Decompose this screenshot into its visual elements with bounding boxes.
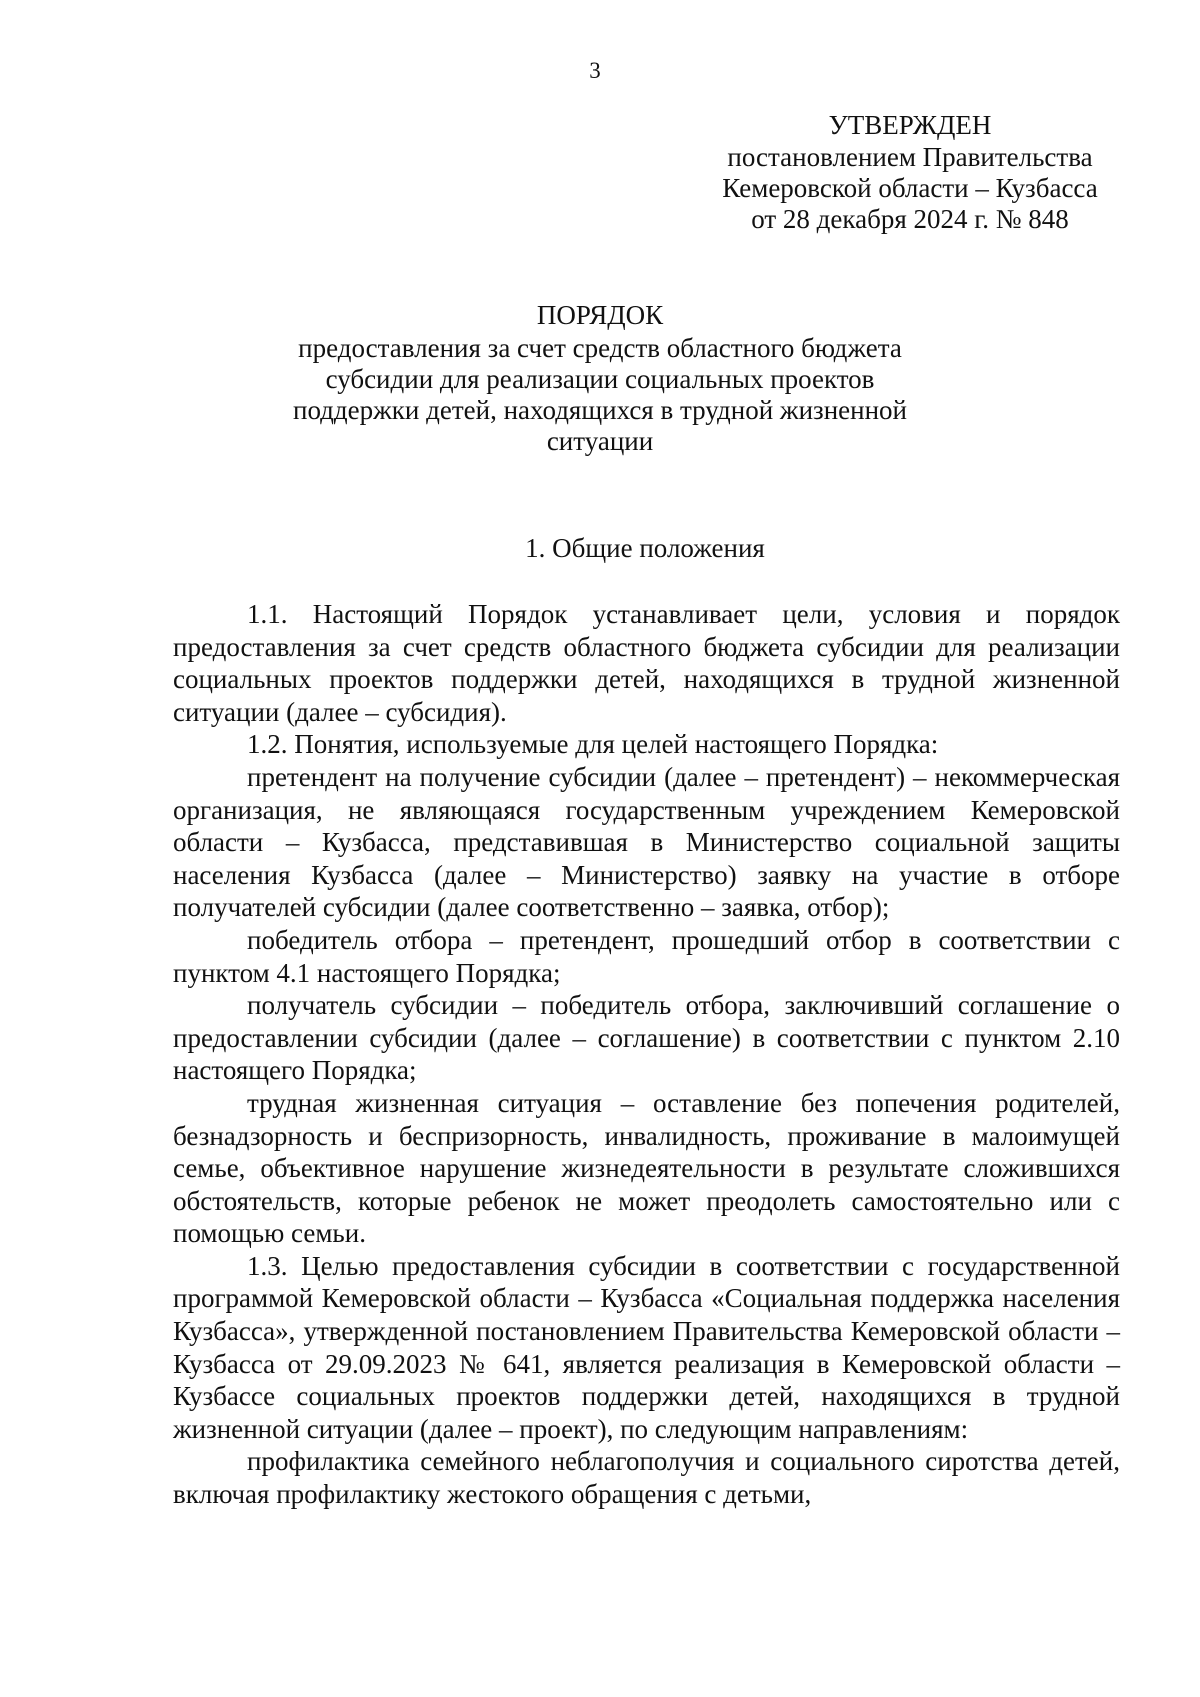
paragraph: победитель отбора – претендент, прошедший отбор в соответствии с пунктом 4.1 настоящего Порядка;: [173, 924, 1120, 988]
approval-line: Кемеровской области – Кузбасса: [722, 173, 1098, 203]
paragraph: трудная жизненная ситуация – оставление без попечения родителей, безнадзорность и беспризорность, инвалидность, проживание в малоимущей семье, объективное нарушение жизнедеятельности в результате сложившихся обстоятельств, которые ребенок не может преодолеть самостоятельно или с помощью семьи.: [173, 1087, 1120, 1249]
document-subtitle-line: ситуации: [546, 426, 654, 456]
paragraph: 1.3. Целью предоставления субсидии в соответствии с государственной программой Кемеровской области – Кузбасса «Социальная поддержка населения Кузбасса», утвержденной постановлением Правительства Кемеровской области – Кузбасса от 29.09.2023 № 641, является реализация в Кемеровской области – Кузбассе социальных проектов поддержки детей, находящихся в трудной жизненной ситуации (далее – проект), по следующим направлениям:: [173, 1250, 1120, 1444]
paragraph: 1.1. Настоящий Порядок устанавливает цели, условия и порядок предоставления за счет средств областного бюджета субсидии для реализации социальных проектов поддержки детей, находящихся в трудной жизненной ситуации (далее – субсидия).: [173, 599, 1120, 727]
section-heading: 1. Общие положения: [525, 533, 765, 563]
document-subtitle-line: поддержки детей, находящихся в трудной жизненной: [293, 395, 907, 425]
document-subtitle-line: субсидии для реализации социальных проектов: [325, 364, 875, 394]
approval-head: УТВЕРЖДЕН: [828, 110, 992, 140]
section-body: [173, 598, 1120, 1511]
document-title: ПОРЯДОК: [536, 300, 664, 330]
page-number: 3: [589, 58, 601, 83]
paragraph: профилактика семейного неблагополучия и социального сиротства детей, включая профилактику жестокого обращения с детьми,: [173, 1446, 1120, 1510]
paragraph: 1.2. Понятия, используемые для целей настоящего Порядка:: [247, 729, 939, 760]
approval-stamp: [700, 110, 1120, 235]
paragraph: претендент на получение субсидии (далее – претендент) – некоммерческая организация, не являющаяся государственным учреждением Кемеровской области – Кузбасса, представившая в Министерство социальной защиты населения Кузбасса (далее – Министерство) заявку на участие в отборе получателей субсидии (далее соответственно – заявка, отбор);: [173, 761, 1120, 923]
document-subtitle-line: предоставления за счет средств областного бюджета: [298, 333, 902, 363]
approval-line: постановлением Правительства: [727, 142, 1093, 172]
document-title-block: [250, 300, 950, 457]
approval-line: от 28 декабря 2024 г. № 848: [751, 204, 1069, 234]
paragraph: получатель субсидии – победитель отбора, заключивший соглашение о предоставлении субсидии (далее – соглашение) в соответствии с пунктом 2.10 настоящего Порядка;: [173, 990, 1120, 1086]
